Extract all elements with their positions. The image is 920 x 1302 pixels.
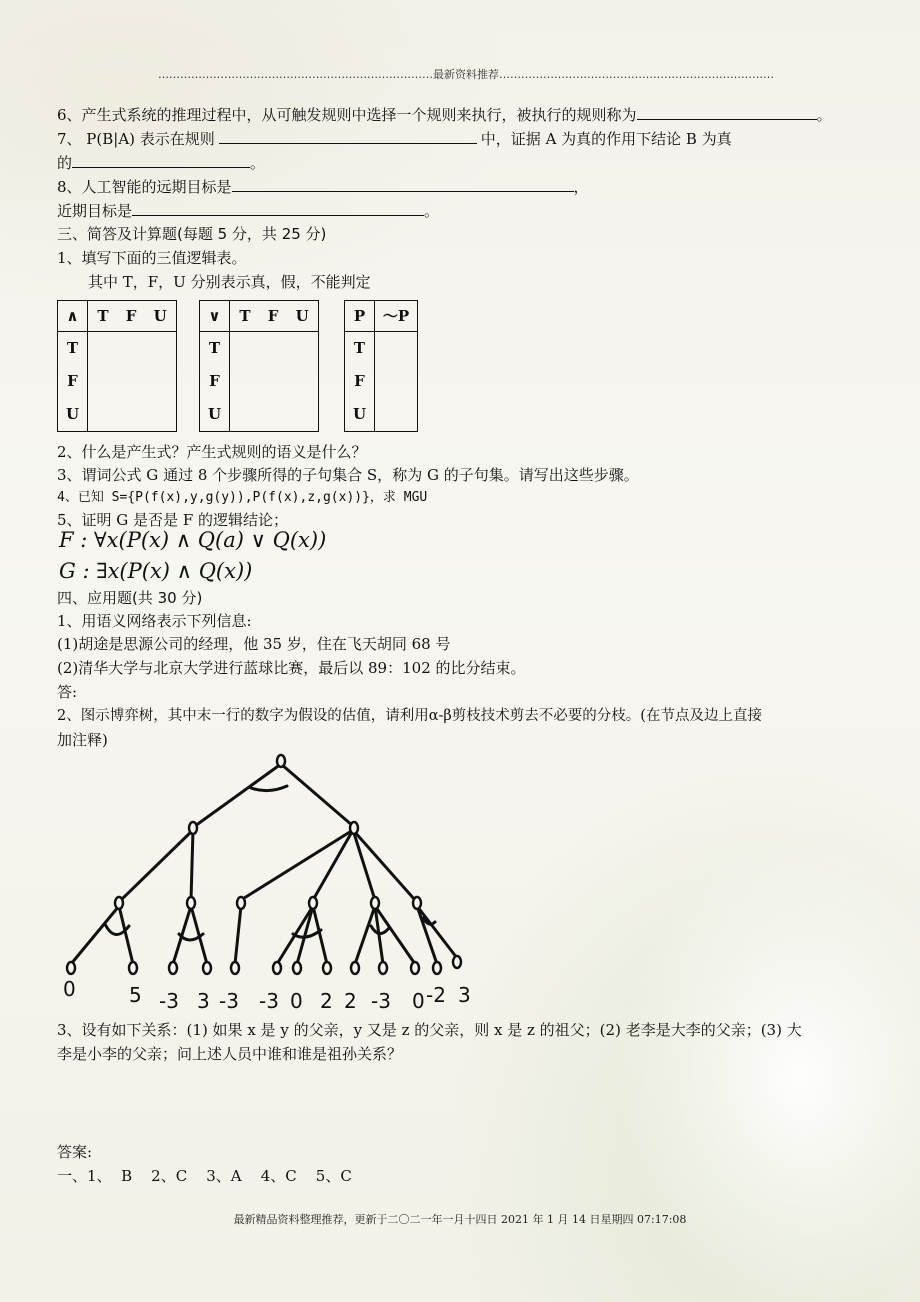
tree-node[interactable] (371, 897, 379, 909)
tree-edge (191, 830, 193, 900)
leaf-value: 2 (344, 989, 357, 1010)
section-4-q3-line2: 李是小李的父亲；问上述人员中谁和谁是祖孙关系？ (57, 1045, 403, 1063)
answers-label: 答案: (57, 1143, 93, 1161)
tree-leaf[interactable] (411, 962, 419, 974)
tree-edge (417, 906, 437, 964)
header-dots-right: ………………………………………………………………… (499, 68, 774, 81)
answer-label: 答: (57, 683, 78, 701)
leaf-value: -3 (371, 989, 391, 1010)
table-row-labels: T F U (345, 332, 375, 432)
leaf-values (63, 977, 471, 1010)
tree-leaf[interactable] (433, 962, 441, 974)
tree-arc (251, 786, 287, 791)
tree-leaf[interactable] (129, 962, 137, 974)
logic-table-or (199, 300, 319, 432)
section-4-q1-a: (1)胡途是思源公司的经理，他 35 岁，住在飞天胡同 68 号 (57, 635, 451, 653)
table-headers: ～P (375, 301, 418, 332)
answer-blank[interactable] (72, 152, 250, 168)
tree-leaf[interactable] (351, 962, 359, 974)
question-8-line2: 近期目标是 。 (57, 202, 440, 220)
tree-edge (195, 764, 281, 826)
section-4-q2-line1: 2、图示博弈树，其中末一行的数字为假设的估值，请利用α-β剪枝技术剪去不必要的分枝。(在节点及边上直接 (57, 708, 762, 724)
tree-node[interactable] (350, 822, 358, 834)
tree-leaf[interactable] (323, 962, 331, 974)
table-op: ∨ (200, 301, 230, 332)
section-4-q2-line2: 加注释) (57, 731, 108, 749)
leaf-value: -3 (219, 989, 239, 1010)
tree-node[interactable] (189, 822, 197, 834)
leaf-value: 5 (129, 983, 142, 1007)
leaf-value: 0 (63, 977, 76, 1001)
logic-table-and (57, 300, 177, 432)
section-4-q1-b: (2)清华大学与北京大学进行蓝球比赛，最后以 89：102 的比分结束。 (57, 659, 526, 677)
section-3-q2: 2、什么是产生式？产生式规则的语义是什么？ (57, 443, 367, 461)
section-3-q5: 5、证明 G 是否是 F 的逻辑结论； (57, 511, 289, 529)
tree-edge (281, 764, 353, 826)
answer-blank[interactable] (637, 104, 817, 120)
logic-table-not (344, 300, 418, 432)
tree-node-root[interactable] (277, 755, 285, 767)
table-cells[interactable] (88, 332, 177, 432)
table-cells[interactable] (375, 332, 418, 432)
answer-blank[interactable] (219, 128, 477, 144)
question-7-line2: 的 。 (57, 154, 266, 172)
table-op: P (345, 301, 375, 332)
page-footer: 最新精品资料整理推荐，更新于二〇二一年一月十四日 2021 年 1 月 14 日星期四 07:17:08 (233, 1213, 687, 1226)
leaf-value: -2 (426, 983, 446, 1007)
formula-g: G : ∃x(P(x) ∧ Q(x)) (59, 559, 253, 583)
tree-arc (371, 926, 389, 934)
tree-edge (71, 906, 119, 964)
leaf-value: 3 (458, 983, 471, 1007)
leaf-value: 0 (412, 989, 425, 1010)
table-row-labels: T F U (200, 332, 230, 432)
tree-edge (191, 906, 207, 964)
section-3-q4: 4、已知 S={P(f(x),y,g(y)),P(f(x),z,g(x))}，求 MGU (57, 490, 428, 505)
section-3-q3: 3、谓词公式 G 通过 8 个步骤所得的子句集合 S，称为 G 的子句集。请写出这些步骤。 (57, 466, 639, 484)
leaf-value: -3 (159, 989, 179, 1010)
header-dots-left: ………………………………………………………………… (158, 68, 433, 81)
formula-f: F : ∀x(P(x) ∧ Q(a) ∨ Q(x)) (59, 528, 327, 552)
tree-leaf[interactable] (379, 962, 387, 974)
tree-edge (121, 830, 193, 900)
leaf-value: 0 (290, 989, 303, 1010)
tree-edge (417, 906, 457, 958)
tree-leaf[interactable] (231, 962, 239, 974)
tree-leaf[interactable] (203, 962, 211, 974)
tree-node[interactable] (309, 897, 317, 909)
leaf-value: -3 (259, 989, 279, 1010)
tree-leaf[interactable] (453, 956, 461, 968)
table-headers: T F U (88, 301, 177, 332)
game-tree (55, 748, 485, 1010)
answer-blank[interactable] (232, 176, 574, 192)
answers-line: 一、1、 B 2、C 3、A 4、C 5、C (57, 1167, 352, 1185)
tree-edge (355, 906, 375, 964)
section-3-title: 三、简答及计算题(每题 5 分，共 25 分) (57, 225, 327, 243)
tree-node[interactable] (115, 897, 123, 909)
question-7: 7、 P(B|A) 表示在规则 中，证据 A 为真的作用下结论 B 为真 (57, 130, 732, 148)
leaf-value: 3 (197, 989, 210, 1010)
tree-node[interactable] (187, 897, 195, 909)
table-row-labels: T F U (58, 332, 88, 432)
table-cells[interactable] (230, 332, 319, 432)
tree-leaf[interactable] (67, 962, 75, 974)
tree-edges (71, 764, 457, 964)
tree-leaf[interactable] (169, 962, 177, 974)
tree-edge (353, 830, 415, 900)
question-6: 6、产生式系统的推理过程中，从可触发规则中选择一个规则来执行，被执行的规则称为 。 (57, 106, 832, 124)
answer-blank[interactable] (132, 200, 424, 216)
section-4-q3-line1: 3、设有如下关系：(1) 如果 x 是 y 的父亲，y 又是 z 的父亲，则 x 是 z 的祖父；(2) 老李是大李的父亲；(3) 大 (57, 1021, 802, 1039)
tree-node[interactable] (237, 897, 245, 909)
section-3-q1: 1、填写下面的三值逻辑表。 (57, 249, 247, 267)
tree-edge (313, 830, 353, 900)
section-4-q1: 1、用语义网络表示下列信息: (57, 612, 252, 630)
tree-edge (173, 906, 191, 964)
question-8: 8、人工智能的远期目标是 ， (57, 178, 589, 196)
tree-edge (241, 830, 353, 900)
leaf-value: 2 (320, 989, 333, 1010)
tree-leaf[interactable] (293, 962, 301, 974)
tree-edge (235, 906, 241, 964)
tree-edge (119, 906, 133, 964)
tree-node[interactable] (413, 897, 421, 909)
table-op: ∧ (58, 301, 88, 332)
tree-leaf[interactable] (273, 962, 281, 974)
section-3-q1-note: 其中 T，F，U 分别表示真，假，不能判定 (88, 273, 371, 291)
header-title: 最新资料推荐 (433, 68, 499, 81)
section-4-title: 四、应用题(共 30 分) (57, 589, 203, 607)
table-headers: T F U (230, 301, 319, 332)
page-header (158, 66, 774, 82)
